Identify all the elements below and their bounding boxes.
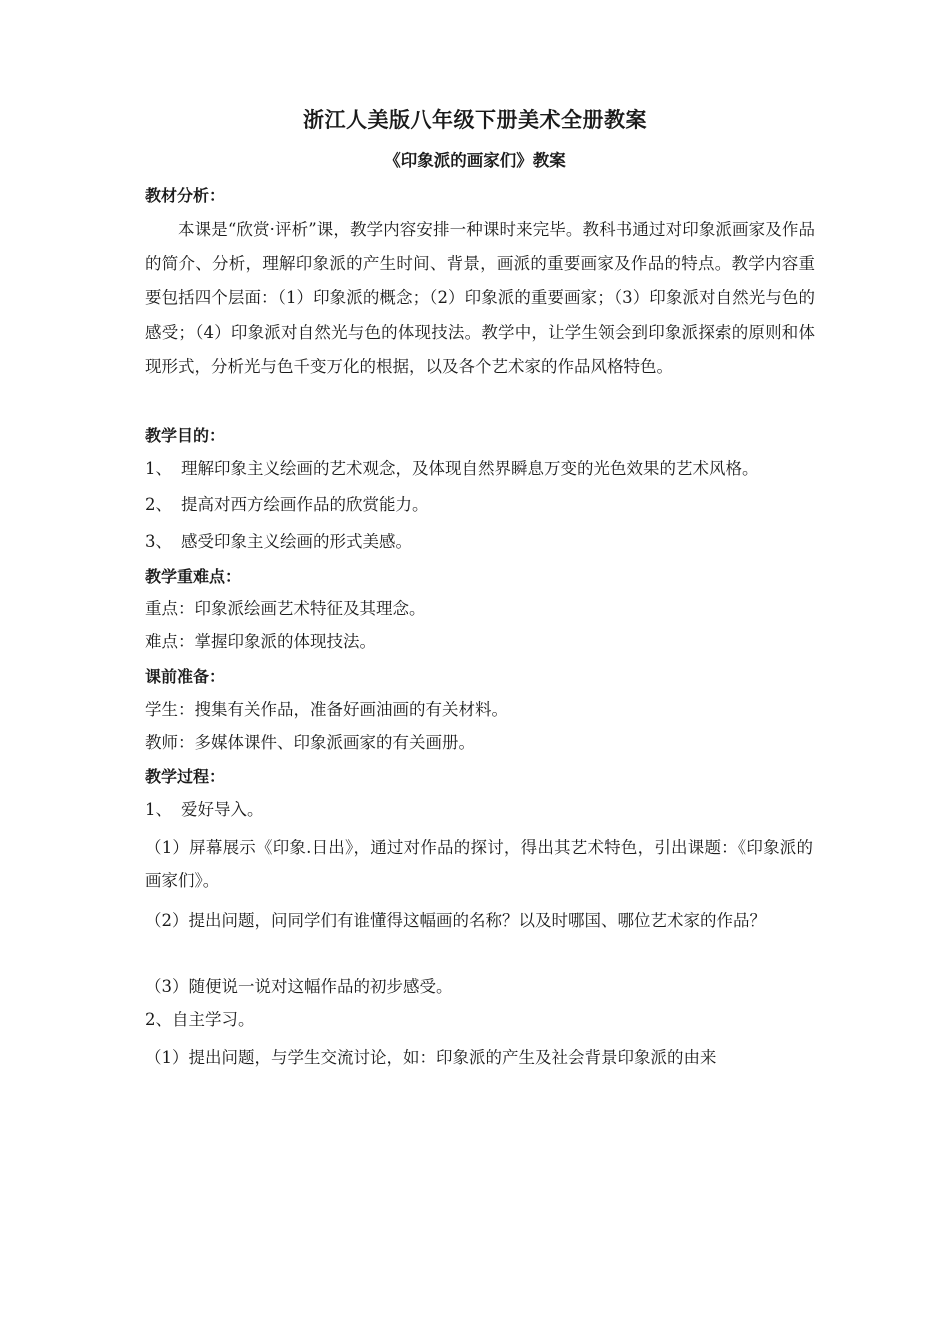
prep-student: 学生：搜集有关作品，准备好画油画的有关材料。: [145, 700, 508, 719]
goal-number: 2、: [145, 495, 172, 514]
step-text: 爱好导入。: [181, 800, 264, 819]
analysis-heading: 教材分析：: [145, 186, 226, 205]
goal-item: [145, 457, 759, 481]
step1-item: （1）屏幕展示《印象.日出》，通过对作品的探讨，得出其艺术特色，引出课题：《印象派的画家们》。: [145, 838, 813, 890]
difficult-point: 难点：掌握印象派的体现技法。: [145, 632, 376, 651]
goals-heading: 教学目的：: [145, 426, 226, 445]
process-step-2: 2、自主学习。: [145, 1010, 255, 1029]
keypoints-heading: 教学重难点：: [145, 567, 242, 586]
goal-text: 理解印象主义绘画的艺术观念，及体现自然界瞬息万变的光色效果的艺术风格。: [181, 459, 759, 478]
goal-text: 提高对西方绘画作品的欣赏能力。: [181, 495, 429, 514]
goal-item: [145, 493, 429, 517]
goal-text: 感受印象主义绘画的形式美感。: [181, 532, 412, 551]
prep-heading: 课前准备：: [145, 667, 226, 686]
step1-item: （2）提出问题，问同学们有谁懂得这幅画的名称？以及时哪国、哪位艺术家的作品？: [145, 911, 766, 930]
step1-item: （3）随便说一说对这幅作品的初步感受。: [145, 977, 453, 996]
step-number: 1、: [145, 800, 172, 819]
lesson-title: 《印象派的画家们》教案: [384, 151, 566, 170]
key-point: 重点：印象派绘画艺术特征及其理念。: [145, 599, 426, 618]
goal-number: 3、: [145, 532, 172, 551]
step2-item: （1）提出问题，与学生交流讨论，如：印象派的产生及社会背景印象派的由来: [145, 1048, 717, 1067]
process-step-1: [145, 798, 264, 822]
analysis-paragraph: 本课是“欣赏·评析”课，教学内容安排一种课时来完毕。教科书通过对印象派画家及作品的简介、分析，理解印象派的产生时间、背景，画派的重要画家及作品的特点。教学内容重要包括四个层面：（1）印象派的概念；（2）印象派的重要画家；（3）印象派对自然光与色的感受；（4）印象派对自然光与色的体现技法。教学中，让学生领会到印象派探索的原则和体现形式，分析光与色千变万化的根据，以及各个艺术家的作品风格特色。: [145, 220, 815, 376]
goal-item: [145, 530, 412, 554]
document-title: 浙江人美版八年级下册美术全册教案: [303, 108, 647, 132]
process-heading: 教学过程：: [145, 767, 226, 786]
prep-teacher: 教师：多媒体课件、印象派画家的有关画册。: [145, 733, 475, 752]
goal-number: 1、: [145, 459, 172, 478]
